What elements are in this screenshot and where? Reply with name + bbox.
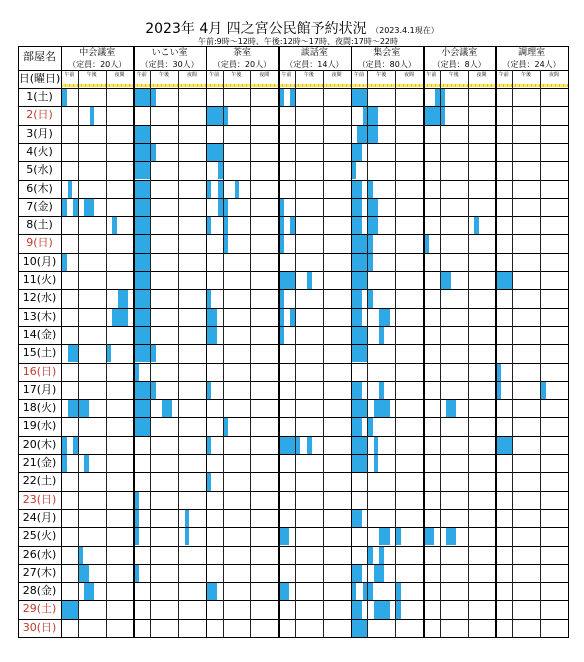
- day-label: 14(金): [22, 327, 57, 341]
- reserved-slot: [207, 382, 212, 399]
- reserved-slot: [352, 565, 362, 582]
- room-capacity: （定員：14人）: [285, 60, 344, 69]
- reserved-slot: [279, 272, 295, 289]
- day-label: 30(日): [22, 620, 57, 634]
- reserved-slot: [134, 510, 139, 527]
- day-label: 3(月): [26, 126, 53, 140]
- room-divider: [423, 46, 425, 638]
- row-divider: [18, 180, 568, 181]
- reserved-slot: [207, 181, 212, 198]
- period-label: 午後: [303, 72, 314, 78]
- reserved-slot: [352, 583, 357, 600]
- reserved-slot: [62, 254, 67, 271]
- reserved-slot: [352, 162, 357, 179]
- period-divider: [106, 70, 107, 637]
- room-divider: [351, 46, 353, 638]
- row-divider: [18, 344, 568, 345]
- room-header: [61, 48, 133, 70]
- row-divider: [18, 143, 568, 144]
- reserved-slot: [374, 565, 384, 582]
- reserved-slot: [62, 455, 67, 472]
- day-label: 26(水): [22, 547, 57, 561]
- reserved-slot: [374, 400, 390, 417]
- day-label: 7(金): [26, 199, 53, 213]
- reserved-slot: [279, 217, 284, 234]
- reserved-slot: [134, 89, 155, 106]
- row-divider: [18, 289, 568, 290]
- reserved-slot: [84, 583, 94, 600]
- day-label: 22(土): [22, 474, 57, 488]
- room-name: 談話室: [300, 48, 328, 58]
- row-divider: [18, 454, 568, 455]
- day-label: 17(月): [22, 382, 57, 396]
- period-divider: [250, 70, 251, 637]
- header-divider: [18, 70, 568, 71]
- row-divider: [18, 491, 568, 492]
- room-name: 集会室: [373, 48, 401, 58]
- period-label: 午後: [231, 72, 242, 78]
- day-label: 1(土): [26, 90, 53, 103]
- reserved-slot: [279, 89, 284, 106]
- room-header: [278, 48, 350, 70]
- hour-ticks: [278, 84, 350, 87]
- row-divider: [18, 436, 568, 437]
- period-divider: [150, 70, 151, 637]
- reserved-slot: [496, 272, 512, 289]
- row-divider: [18, 216, 568, 217]
- reserved-slot: [352, 418, 362, 435]
- reserved-slot: [352, 327, 368, 344]
- period-label: 夜間: [259, 72, 270, 78]
- room-capacity: （定員：20人）: [212, 60, 272, 69]
- reserved-slot: [279, 309, 284, 326]
- reserved-slot: [352, 400, 368, 417]
- reserved-slot: [379, 547, 384, 564]
- reserved-slot: [207, 107, 228, 124]
- row-divider: [18, 326, 568, 327]
- reserved-slot: [79, 547, 84, 564]
- reserved-slot: [118, 290, 128, 307]
- reserved-slot: [207, 290, 212, 307]
- reserved-slot: [185, 528, 190, 545]
- reserved-slot: [134, 290, 150, 307]
- reserved-slot: [207, 473, 212, 490]
- hour-ticks: [423, 84, 495, 87]
- room-header: [133, 48, 205, 70]
- reserved-slot: [134, 162, 150, 179]
- title-text: 2023年 4月 四之宮公民館予約状況: [145, 21, 367, 37]
- reserved-slot: [541, 382, 546, 399]
- reserved-slot: [62, 601, 78, 618]
- period-label: 午前: [136, 72, 147, 78]
- row-divider: [18, 619, 568, 620]
- day-label: 16(日): [22, 364, 57, 378]
- reserved-slot: [62, 437, 67, 454]
- day-label: 19(水): [22, 419, 57, 433]
- reserved-slot: [368, 547, 373, 564]
- reserved-slot: [224, 418, 229, 435]
- reserved-slot: [134, 327, 150, 344]
- reserved-slot: [134, 254, 150, 271]
- reserved-slot: [279, 583, 289, 600]
- reserved-slot: [134, 309, 150, 326]
- day-label: 12(水): [22, 291, 57, 305]
- table-border: [18, 46, 19, 638]
- room-divider: [206, 46, 208, 638]
- reserved-slot: [368, 199, 378, 216]
- row-divider: [18, 125, 568, 126]
- reserved-slot: [279, 327, 284, 344]
- day-label: 21(金): [22, 456, 57, 469]
- reserved-slot: [441, 272, 451, 289]
- room-divider: [61, 46, 62, 638]
- reserved-slot: [207, 144, 223, 161]
- day-label: 8(土): [26, 218, 53, 232]
- day-label: 20(木): [22, 437, 57, 451]
- day-label: 5(水): [26, 163, 53, 177]
- reserved-slot: [134, 126, 150, 143]
- reserved-slot: [379, 528, 389, 545]
- reserved-slot: [352, 217, 362, 234]
- period-label: 午後: [376, 72, 387, 78]
- reserved-slot: [235, 181, 240, 198]
- reserved-slot: [224, 217, 229, 234]
- reserved-slot: [62, 89, 67, 106]
- row-divider: [18, 271, 568, 272]
- day-label: 29(土): [22, 602, 57, 616]
- period-label: 午後: [159, 72, 170, 78]
- reserved-slot: [207, 309, 217, 326]
- day-label: 23(日): [22, 492, 57, 506]
- row-divider: [18, 509, 568, 510]
- row-divider: [18, 234, 568, 235]
- reserved-slot: [368, 290, 373, 307]
- reserved-slot: [134, 364, 139, 381]
- row-divider: [18, 582, 568, 583]
- reserved-slot: [446, 528, 456, 545]
- day-label: 2(日): [26, 108, 53, 122]
- reserved-slot: [162, 400, 172, 417]
- reserved-slot: [374, 437, 379, 454]
- reserved-slot: [352, 620, 368, 637]
- reserved-slot: [352, 181, 362, 198]
- day-label: 4(火): [26, 144, 53, 158]
- reserved-slot: [352, 455, 368, 472]
- reserved-slot: [134, 272, 150, 289]
- day-label: 6(木): [26, 181, 53, 195]
- row-divider: [18, 600, 568, 601]
- reserved-slot: [352, 290, 362, 307]
- reserved-slot: [134, 144, 155, 161]
- reserved-slot: [424, 528, 434, 545]
- reserved-slot: [368, 217, 378, 234]
- reserved-slot: [207, 217, 212, 234]
- room-divider: [495, 46, 497, 638]
- reserved-slot: [84, 455, 89, 472]
- row-divider: [18, 417, 568, 418]
- reserved-slot: [496, 382, 501, 399]
- reserved-slot: [185, 510, 190, 527]
- reserved-slot: [134, 400, 150, 417]
- reserved-slot: [207, 327, 217, 344]
- reserved-slot: [134, 382, 155, 399]
- reserved-slot: [68, 181, 73, 198]
- reserved-slot: [368, 254, 373, 271]
- reserved-slot: [279, 437, 300, 454]
- reserved-slot: [224, 235, 229, 252]
- room-header: [206, 48, 278, 70]
- reserved-slot: [446, 400, 456, 417]
- row-divider: [18, 564, 568, 565]
- reserved-slot: [374, 601, 390, 618]
- period-label: 夜間: [548, 72, 559, 78]
- reserved-slot: [352, 254, 368, 271]
- hour-ticks: [61, 84, 133, 87]
- reserved-slot: [363, 107, 379, 124]
- row-divider: [18, 308, 568, 309]
- day-label: 9(日): [26, 236, 53, 250]
- reserved-slot: [379, 327, 384, 344]
- reserved-slot: [352, 345, 368, 362]
- hour-ticks: [206, 84, 278, 87]
- room-divider: [568, 46, 569, 638]
- reserved-slot: [396, 528, 401, 545]
- reserved-slot: [352, 144, 362, 161]
- room-name: いこい室: [151, 48, 188, 58]
- period-divider: [178, 70, 179, 637]
- period-divider: [540, 70, 541, 637]
- reserved-slot: [496, 364, 501, 381]
- reserved-slot: [134, 199, 150, 216]
- reserved-slot: [379, 309, 389, 326]
- day-label: 24(月): [22, 510, 57, 524]
- room-capacity: （定員：8人）: [432, 60, 486, 69]
- period-label: 午前: [353, 72, 364, 78]
- reserved-slot: [424, 107, 445, 124]
- reserved-slot: [68, 345, 78, 362]
- room-divider: [133, 46, 135, 638]
- reserved-slot: [134, 528, 139, 545]
- room-name: 茶室: [232, 48, 251, 58]
- row-divider: [18, 198, 568, 199]
- reserved-slot: [84, 199, 94, 216]
- period-divider: [78, 70, 79, 637]
- reserved-slot: [352, 510, 362, 527]
- day-label: 25(火): [22, 529, 57, 543]
- period-divider: [440, 70, 441, 637]
- row-divider: [18, 381, 568, 382]
- hour-ticks: [351, 84, 423, 87]
- hour-ticks: [495, 84, 567, 87]
- reserved-slot: [352, 235, 373, 252]
- reserved-slot: [368, 418, 373, 435]
- row-divider: [18, 399, 568, 400]
- reserved-slot: [352, 382, 362, 399]
- reserved-slot: [134, 235, 150, 252]
- reserved-slot: [134, 181, 150, 198]
- reserved-slot: [207, 583, 217, 600]
- reserved-slot: [352, 437, 368, 454]
- reserved-slot: [112, 217, 117, 234]
- row-divider: [18, 527, 568, 528]
- reserved-slot: [474, 217, 479, 234]
- room-capacity: （定員：24人）: [502, 60, 561, 69]
- period-divider: [395, 70, 396, 637]
- period-label: 夜間: [331, 72, 342, 78]
- day-label: 10(月): [22, 254, 57, 268]
- day-label: 13(木): [22, 309, 57, 323]
- reserved-slot: [352, 601, 362, 618]
- reserved-slot: [134, 418, 150, 435]
- period-label: 午前: [426, 72, 437, 78]
- row-divider: [18, 546, 568, 547]
- reserved-slot: [279, 235, 284, 252]
- period-divider: [223, 70, 224, 637]
- reserved-slot: [396, 601, 401, 618]
- period-label: 午前: [209, 72, 220, 78]
- period-label: 午前: [64, 72, 75, 78]
- period-divider: [468, 70, 469, 637]
- period-label: 夜間: [114, 72, 125, 78]
- table-border: [18, 46, 568, 47]
- row-divider: [18, 637, 568, 638]
- as-of-date: （2023.4.1現在）: [371, 26, 439, 35]
- reserved-slot: [279, 528, 289, 545]
- hour-ticks: [133, 84, 205, 87]
- day-label: 27(木): [22, 565, 57, 579]
- reserved-slot: [352, 272, 368, 289]
- reserved-slot: [374, 455, 379, 472]
- reserved-slot: [352, 89, 368, 106]
- room-name: 小会議室: [441, 48, 478, 58]
- row-divider: [18, 363, 568, 364]
- period-divider: [512, 70, 513, 637]
- reserved-slot: [307, 272, 312, 289]
- room-name-header: 部屋名: [23, 50, 56, 63]
- reserved-slot: [379, 382, 384, 399]
- reserved-slot: [352, 199, 362, 216]
- day-label: 11(火): [22, 273, 57, 286]
- header-divider: [18, 88, 568, 89]
- reserved-slot: [134, 345, 155, 362]
- reserved-slot: [279, 290, 284, 307]
- hours-legend: 午前:9時～12時、午後:12時～17時、夜間:17時～22時: [197, 37, 399, 46]
- row-divider: [18, 106, 568, 107]
- period-label: 夜間: [476, 72, 487, 78]
- reserved-slot: [496, 437, 512, 454]
- room-header: [495, 48, 567, 70]
- day-label: 18(火): [22, 401, 57, 415]
- period-divider: [295, 70, 296, 637]
- reserved-slot: [79, 565, 89, 582]
- reserved-slot: [134, 217, 150, 234]
- row-divider: [18, 253, 568, 254]
- reserved-slot: [107, 345, 112, 362]
- period-label: 午後: [448, 72, 459, 78]
- period-label: 夜間: [404, 72, 415, 78]
- reserved-slot: [134, 565, 139, 582]
- room-header: [351, 48, 423, 70]
- reserved-slot: [307, 437, 312, 454]
- day-header: 日(曜日): [18, 72, 61, 85]
- reserved-slot: [368, 181, 373, 198]
- reserved-slot: [62, 199, 67, 216]
- period-label: 午前: [498, 72, 509, 78]
- room-name: 調理室: [518, 48, 546, 58]
- period-label: 午後: [86, 72, 97, 78]
- reserved-slot: [279, 199, 284, 216]
- room-name: 中会議室: [79, 48, 116, 58]
- reserved-slot: [207, 437, 212, 454]
- reserved-slot: [352, 309, 362, 326]
- room-capacity: （定員：30人）: [140, 60, 199, 69]
- room-divider: [278, 46, 280, 638]
- reserved-slot: [396, 583, 401, 600]
- day-label: 15(土): [22, 346, 57, 360]
- period-label: 午前: [281, 72, 292, 78]
- reserved-slot: [90, 107, 95, 124]
- period-label: 夜間: [186, 72, 197, 78]
- period-divider: [323, 70, 324, 637]
- room-header: [423, 48, 495, 70]
- period-label: 午後: [521, 72, 532, 78]
- period-divider: [367, 70, 368, 637]
- row-divider: [18, 472, 568, 473]
- reserved-slot: [112, 309, 128, 326]
- day-label: 28(金): [22, 584, 57, 598]
- room-capacity: （定員：80人）: [357, 60, 416, 69]
- reserved-slot: [134, 492, 139, 509]
- row-divider: [18, 161, 568, 162]
- room-capacity: （定員：20人）: [68, 60, 127, 69]
- reserved-slot: [424, 235, 429, 252]
